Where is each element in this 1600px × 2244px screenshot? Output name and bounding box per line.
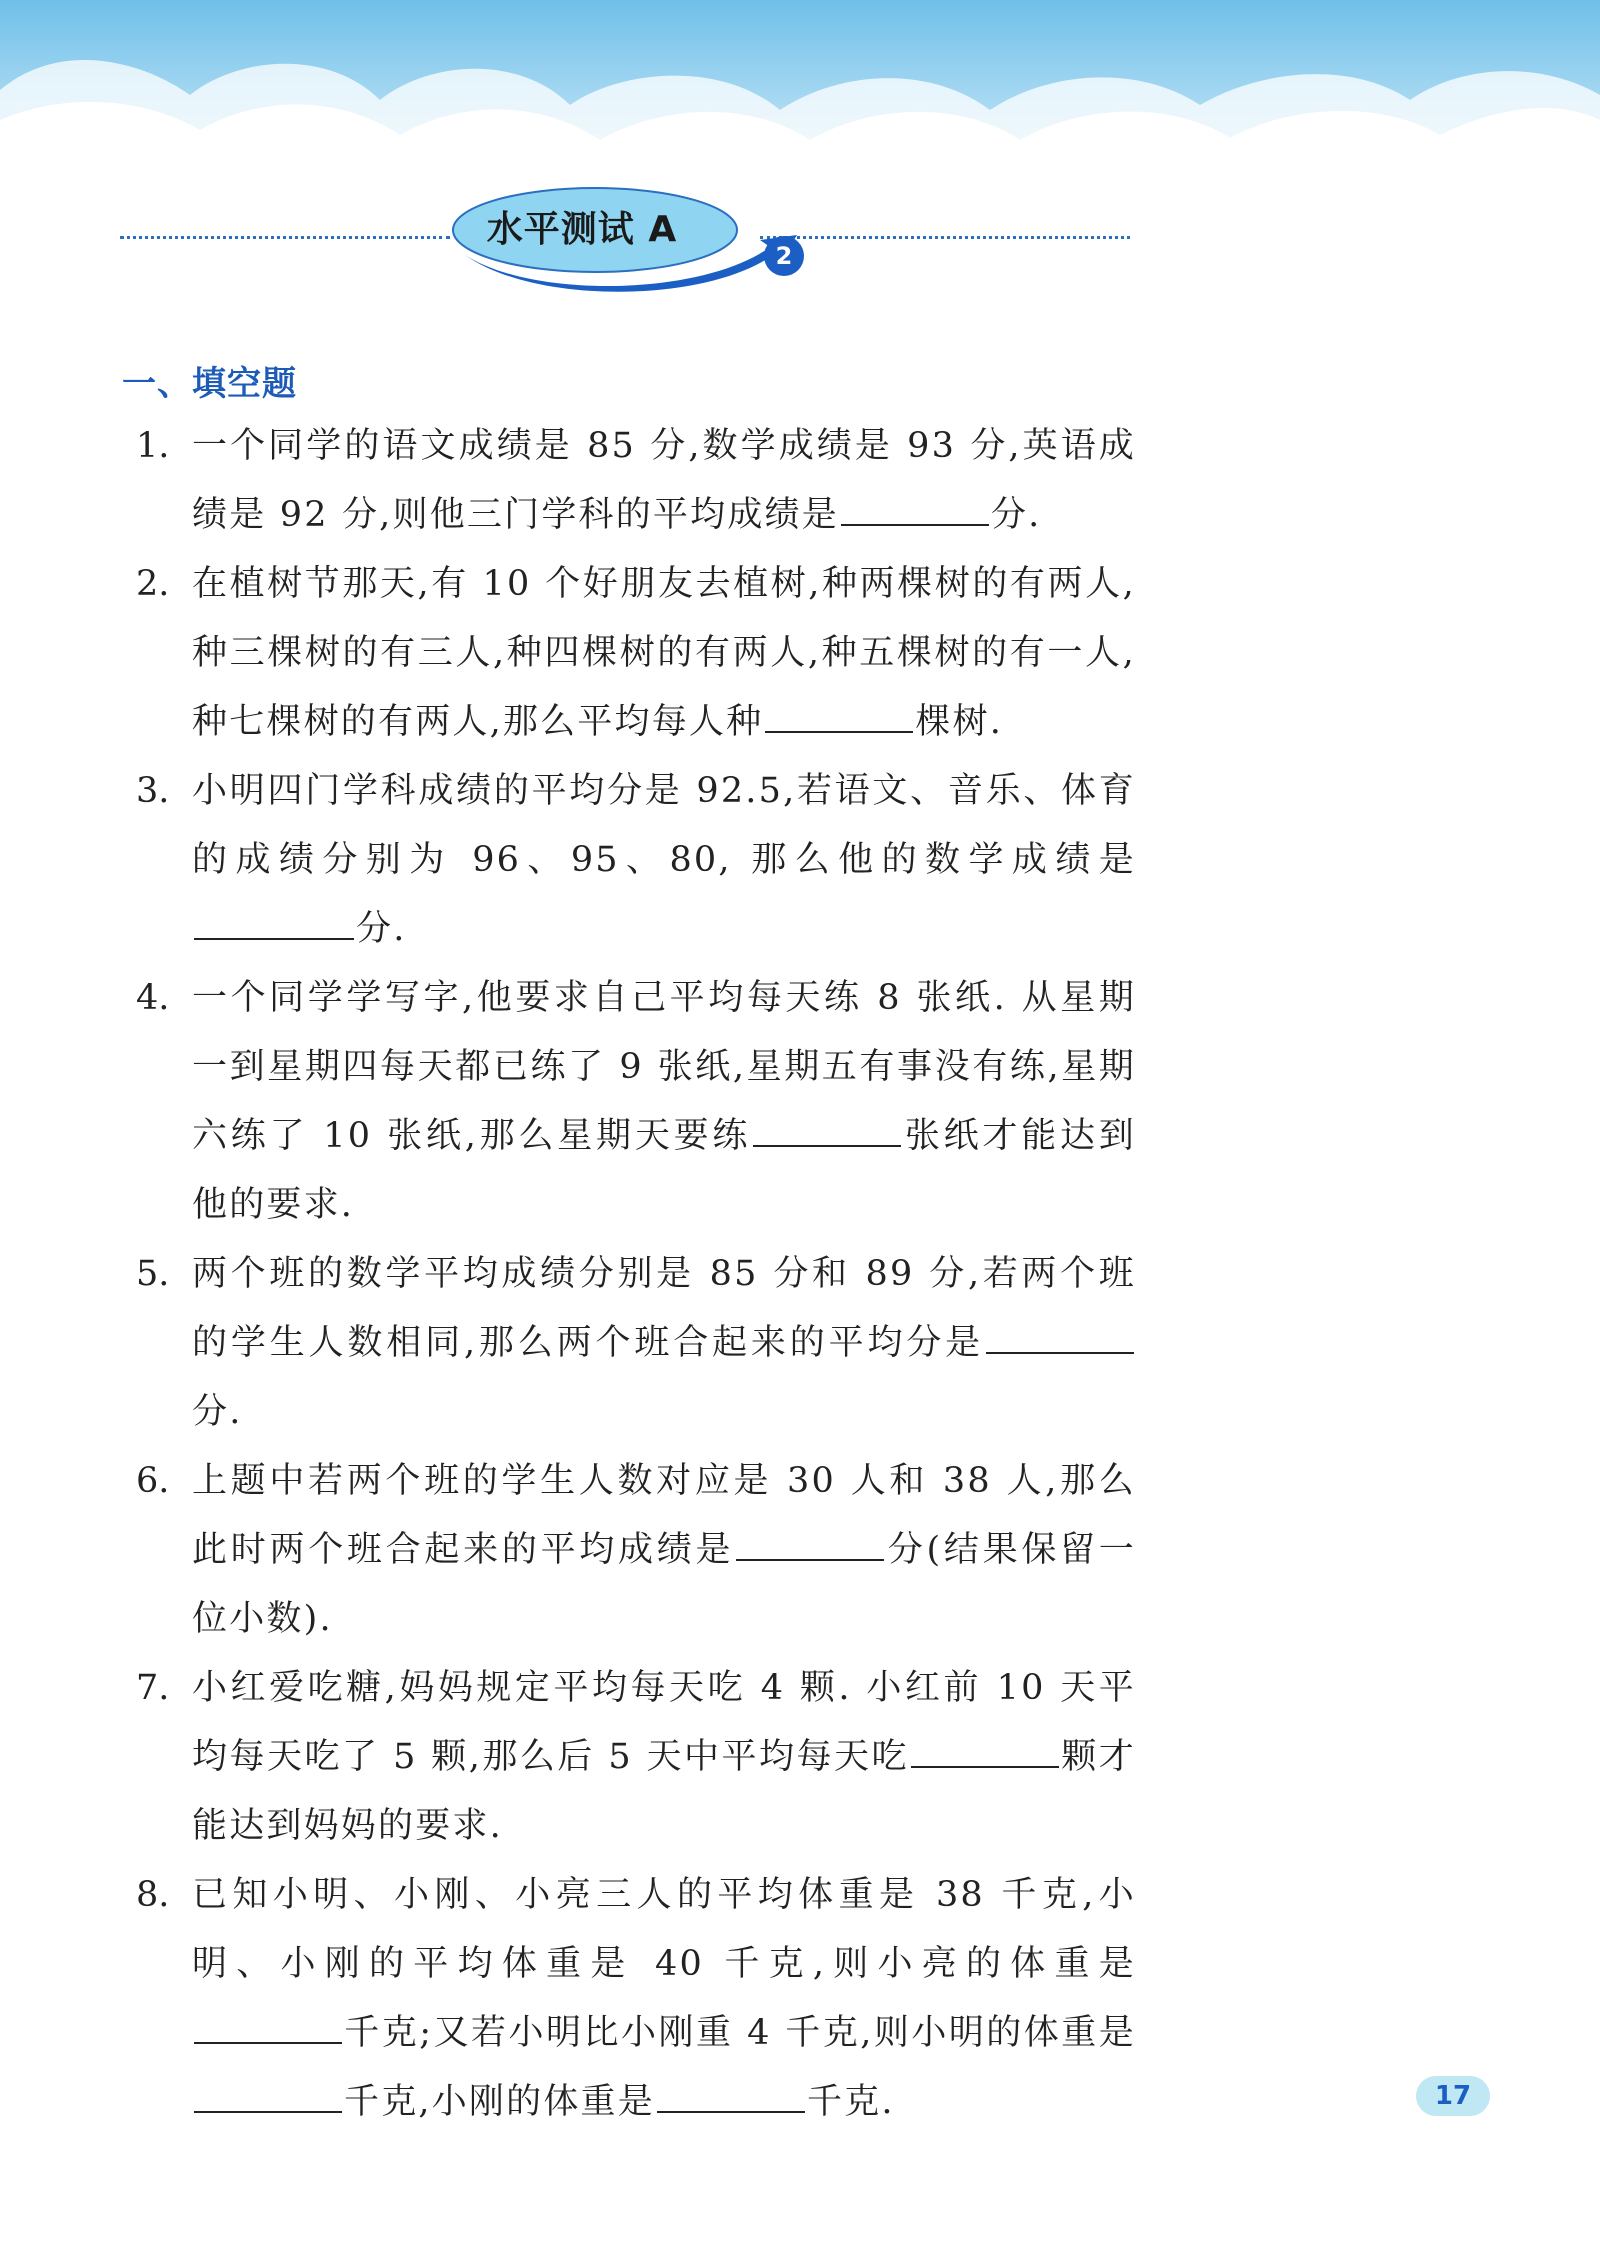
question-number: 3. [136,771,170,811]
answer-blank[interactable] [736,1527,884,1561]
question-list [136,412,1136,2137]
question-3 [136,757,1136,964]
answer-blank[interactable] [753,1113,901,1147]
question-number: 1. [136,426,170,466]
page-number: 17 [1434,2081,1472,2111]
question-4 [136,964,1136,1240]
badge-number: 2 [764,236,804,276]
question-text: 一个同学学写字,他要求自己平均每天练 8 张纸. 从星期一到星期四每天都已练了 9 张纸,星期五有事没有练,星期六练了 10 张纸,那么星期天要练 张纸才能达到他的要求. [192,978,1136,1225]
question-text: 已知小明、小刚、小亮三人的平均体重是 38 千克,小明、小刚的平均体重是 40 千克,则小亮的体重是千克;又若小明比小刚重 4 千克,则小明的体重是千克,小刚的体重是 千克. [192,1875,1136,2122]
answer-blank[interactable] [194,906,354,940]
question-1 [136,412,1136,550]
question-number: 5. [136,1254,170,1294]
question-number: 2. [136,564,170,604]
question-7 [136,1654,1136,1861]
answer-blank[interactable] [765,699,913,733]
question-number: 8. [136,1875,170,1915]
header-dotted-line-right [760,236,1130,239]
question-8 [136,1861,1136,2137]
question-text: 两个班的数学平均成绩分别是 85 分和 89 分,若两个班的学生人数相同,那么两个班合起来的平均分是分. [192,1254,1136,1432]
header-dotted-line-left [120,236,450,239]
answer-blank[interactable] [911,1734,1059,1768]
question-text: 一个同学的语文成绩是 85 分,数学成绩是 93 分,英语成绩是 92 分,则他三门学科的平均成绩是 分. [192,426,1136,535]
question-number: 6. [136,1461,170,1501]
section-heading: 一、填空题 [122,364,297,404]
answer-blank[interactable] [986,1320,1134,1354]
question-2 [136,550,1136,757]
answer-blank[interactable] [657,2079,805,2113]
question-6 [136,1447,1136,1654]
question-text: 在植树节那天,有 10 个好朋友去植树,种两棵树的有两人,种三棵树的有三人,种四棵树的有两人,种五棵树的有一人,种七棵树的有两人,那么平均每人种 棵树. [192,564,1136,742]
answer-blank[interactable] [194,2010,342,2044]
sky-cloud-banner [0,0,1600,170]
question-text: 小红爱吃糖,妈妈规定平均每天吃 4 颗. 小红前 10 天平均每天吃了 5 颗,那么后 5 天中平均每天吃 颗才能达到妈妈的要求. [192,1668,1136,1846]
question-number: 4. [136,978,170,1018]
question-text: 上题中若两个班的学生人数对应是 30 人和 38 人,那么此时两个班合起来的平均成绩是 分(结果保留一位小数). [192,1461,1136,1639]
answer-blank[interactable] [841,492,989,526]
question-number: 7. [136,1668,170,1708]
question-text: 小明四门学科成绩的平均分是 92.5,若语文、音乐、体育的成绩分别为 96、95、80, 那么他的数学成绩是分. [192,771,1136,949]
answer-blank[interactable] [194,2079,342,2113]
badge-title: 水平测试 A [486,209,678,250]
question-5 [136,1240,1136,1447]
